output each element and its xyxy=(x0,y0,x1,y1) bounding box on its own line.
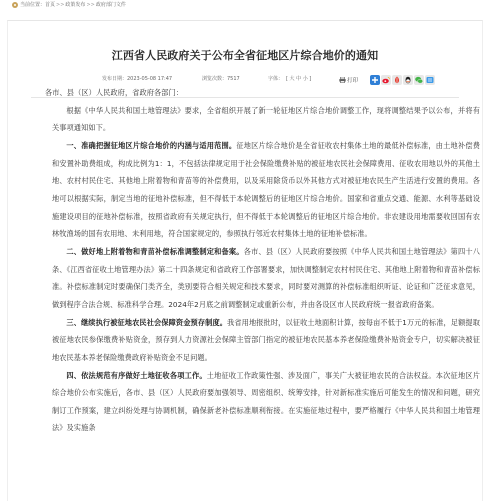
section-2-paragraph xyxy=(52,243,480,314)
qq-icon[interactable] xyxy=(403,75,413,85)
breadcrumb-section-link[interactable]: 政府部门文件 xyxy=(95,2,126,8)
renren-icon[interactable] xyxy=(392,75,402,85)
section-1-text: 征地区片综合地价是全省征收农村集体土地的最低补偿标准，由土地补偿费和安置补助费组成，构成比例为1：1，不包括法律规定用于社会保险缴费补贴的被征地农民社会保障费用、征收农用地以外的其他土地、农村村民住宅、其他地上附着物和青苗等的补偿费用，以及采用除货币以外其他方式对被征地农民生产生活进行安置的费用。各地可以根据实际，制定当地的征地补偿标准，但不得低于本轮调整后的征地区片综合地价。国家和省重点交通、能源、水利等基础设施建设项目的征地补偿标准，按照省政府有关规定执行，但不得低于本轮调整后的征地区片综合地价。非农建设用地需要收回国有农林牧渔场的国有农用地、未利用地，符合国家规定的，参照执行邻近农村集体土地的征地补偿标准。 xyxy=(52,140,480,239)
breadcrumb-prefix: 当前位置： xyxy=(20,2,46,8)
publish-date-label: 发布日期： xyxy=(102,76,128,82)
view-count: 7517 xyxy=(227,76,240,82)
douban-icon[interactable] xyxy=(425,75,435,85)
weibo-icon[interactable] xyxy=(381,75,391,85)
section-2-text: 各市、县（区）人民政府要按照《中华人民共和国土地管理法》第四十八条、《江西省征收土地管理办法》第二十四条规定和省政府工作部署要求，加快调整制定农村村民住宅、其他地上附着物和青苗补偿标准。补偿标准制定时要确保门类齐全，类别要符合相关规定和技术要求，同时要对测算的补偿标准组织听证、论证和广泛征求意见，做到程序合法合规、标准科学合理。2024年2月底之前调整制定或重新公布，并由各设区市人民政府统一报省政府备案。 xyxy=(52,246,480,309)
printer-icon xyxy=(339,77,346,83)
location-icon xyxy=(12,2,18,8)
share-plus-icon[interactable] xyxy=(370,75,380,85)
wechat-icon[interactable] xyxy=(414,75,424,85)
article-title: 江西省人民政府关于公布全省征地区片综合地价的通知 xyxy=(111,49,379,62)
section-3-text: 我省用地报批时，以征收土地面积计算，按每亩不低于1万元的标准，足额提取被征地农民参保缴费补贴资金，预存到人力资源社会保障主管部门指定的被征地农民基本养老保险缴费补贴资金专户，切实解决被征地农民基本养老保险缴费政府补贴资金不足问题。 xyxy=(52,317,480,362)
salutation: 各市、县（区）人民政府，省政府各部门： xyxy=(45,88,184,97)
section-1-heading: 一、准确把握征地区片综合地价的内涵与适用范围。 xyxy=(66,140,237,150)
breadcrumb-policy-link[interactable]: 政策发布 xyxy=(65,2,86,8)
views-label: 浏览次数： xyxy=(202,76,228,82)
breadcrumb-separator: >> xyxy=(86,2,95,8)
intro-paragraph: 根据《中华人民共和国土地管理法》要求，全省组织开展了新一轮征地区片综合地价调整工作，现将调整结果予以公布，并将有关事项通知如下。 xyxy=(52,105,480,133)
section-4-text: 土地征收工作政策性强、涉及面广，事关广大被征地农民的合法权益。本次征地区片综合地价公布实施后，各市、县（区）人民政府要加强领导、周密组织、统筹安排，针对新标准实施后可能发生的情况和问题，研究制订工作预案，建立纠纷处理与协调机制，确保新老补偿标准顺利衔接。在实施征地过程中，要严格履行《中华人民共和国土地管理法》及实施条 xyxy=(52,370,480,433)
breadcrumb-separator: >> xyxy=(56,2,65,8)
article-body xyxy=(45,84,480,437)
font-size-label: 字体： xyxy=(268,76,284,82)
publish-date: 2023-05-08 17:47 xyxy=(127,76,173,82)
print-label: 打印 xyxy=(347,77,359,84)
section-4-heading: 四、依法规范有序做好土地征收各项工作。 xyxy=(66,370,207,380)
section-3-paragraph xyxy=(52,314,480,367)
breadcrumb-home-link[interactable]: 首页 xyxy=(45,2,56,8)
font-size-switcher[interactable]: [ 大 中 小 ] xyxy=(286,76,312,82)
section-1-paragraph xyxy=(52,137,480,243)
section-4-paragraph xyxy=(52,367,480,438)
breadcrumb xyxy=(0,0,484,10)
section-2-heading: 二、做好地上附着物和青苗补偿标准调整制定和备案。 xyxy=(66,246,244,256)
section-3-heading: 三、继续执行被征地农民社会保障资金预存制度。 xyxy=(66,317,228,327)
